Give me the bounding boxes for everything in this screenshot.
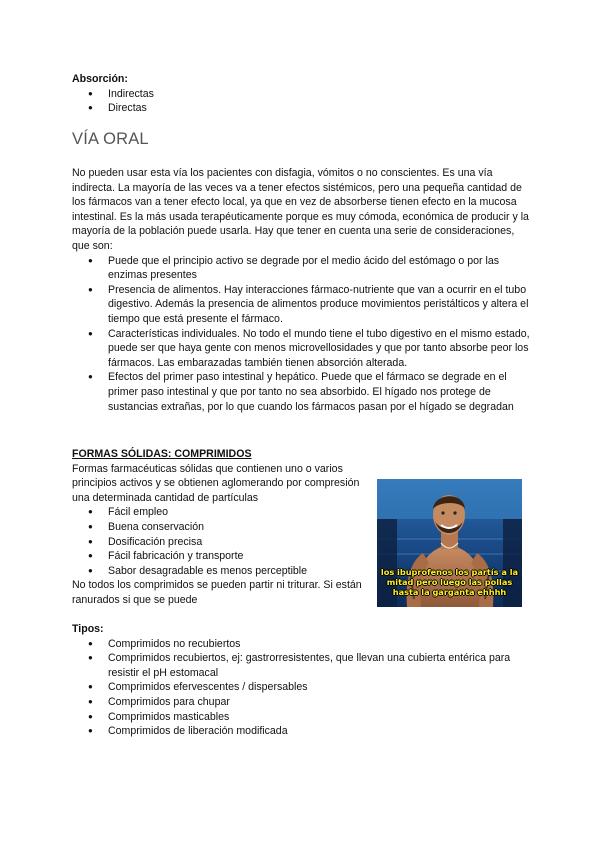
list-item: ● Dosificación precisa [72,535,362,550]
list-item: ● Indirectas [72,87,532,102]
via-oral-section [72,166,532,414]
formas-solidas-list [72,505,362,578]
list-item: ● Efectos del primer paso intestinal y hepático. Puede que el fármaco se degrade en el primer paso intestinal y que por tanto no sea absorbido. El hígado nos protege de sustancias extrañas, por lo que cuando los fármacos pasan por el hígado se degradan [72,370,532,414]
tipos-heading: Tipos: [72,623,104,635]
meme-caption [377,567,522,597]
meme-caption-line: los ibuprofenos los partís a la [380,567,519,577]
formas-solidas-note: No todos los comprimidos se pueden partir ni triturar. Si están ranurados si que se puede [72,579,362,606]
list-item: ● Comprimidos recubiertos, ej: gastrorresistentes, que llevan una cubierta entérica para resistir el pH estomacal [72,651,532,680]
list-item: ● Comprimidos no recubiertos [72,637,532,652]
list-item: ● Presencia de alimentos. Hay interacciones fármaco-nutriente que van a ocurrir en el tubo digestivo. Además la presencia de alimentos produce movimientos peristálticos y altera el tiempo que está presente el fármaco. [72,283,532,327]
list-item: ● Comprimidos efervescentes / dispersables [72,680,532,695]
tipos-list [72,637,532,739]
list-item: ● Fácil empleo [72,505,362,520]
list-item: ● Comprimidos de liberación modificada [72,724,532,739]
list-item: ● Comprimidos masticables [72,710,532,725]
formas-solidas-intro: Formas farmacéuticas sólidas que contienen uno o varios principios activos y se obtienen aglomerando por compresión una determinada cantidad de partículas [72,462,360,504]
via-oral-list [72,254,532,415]
absorcion-section [72,72,532,116]
tipos-section [72,622,532,739]
formas-solidas-heading: FORMAS SÓLIDAS: COMPRIMIDOS [72,448,252,460]
list-item: ● Sabor desagradable es menos perceptible [72,564,362,579]
list-item: ● Directas [72,101,532,116]
list-item: ● Puede que el principio activo se degrade por el medio ácido del estómago o por las enzimas presentes [72,254,532,283]
list-item: ● Características individuales. No todo el mundo tiene el tubo digestivo en el mismo estado, puede ser que haya gente con menos microvellosidades y que por tanto absorbe peor los fármacos. Las embarazadas también tienen absorción alterada. [72,327,532,371]
meme-caption-line: hasta la garganta ehhhh [392,587,507,597]
list-item: ● Buena conservación [72,520,362,535]
absorcion-heading: Absorción: [72,73,128,85]
list-item: ● Fácil fabricación y transporte [72,549,362,564]
via-oral-paragraph: No pueden usar esta vía los pacientes con disfagia, vómitos o no conscientes. Es una vía indirecta. La mayoría de las veces va a tener efectos sistémicos, pero una pequeña cantidad de los fármacos van a tener efecto local, ya que en vez de absorberse tienen efecto en la mucosa intestinal. Es la más usada terapéuticamente porque es muy cómoda, económica de producir y la mayoría de la población puede usarla. Hay que tener en cuenta una serie de consideraciones, que son: [72,167,529,252]
via-oral-title: VÍA ORAL [72,130,149,148]
absorcion-list [72,87,532,116]
meme-image [377,479,522,607]
list-item: ● Comprimidos para chupar [72,695,532,710]
meme-caption-line: mitad pero luego las pollas [386,577,513,587]
formas-solidas-section [72,447,362,608]
